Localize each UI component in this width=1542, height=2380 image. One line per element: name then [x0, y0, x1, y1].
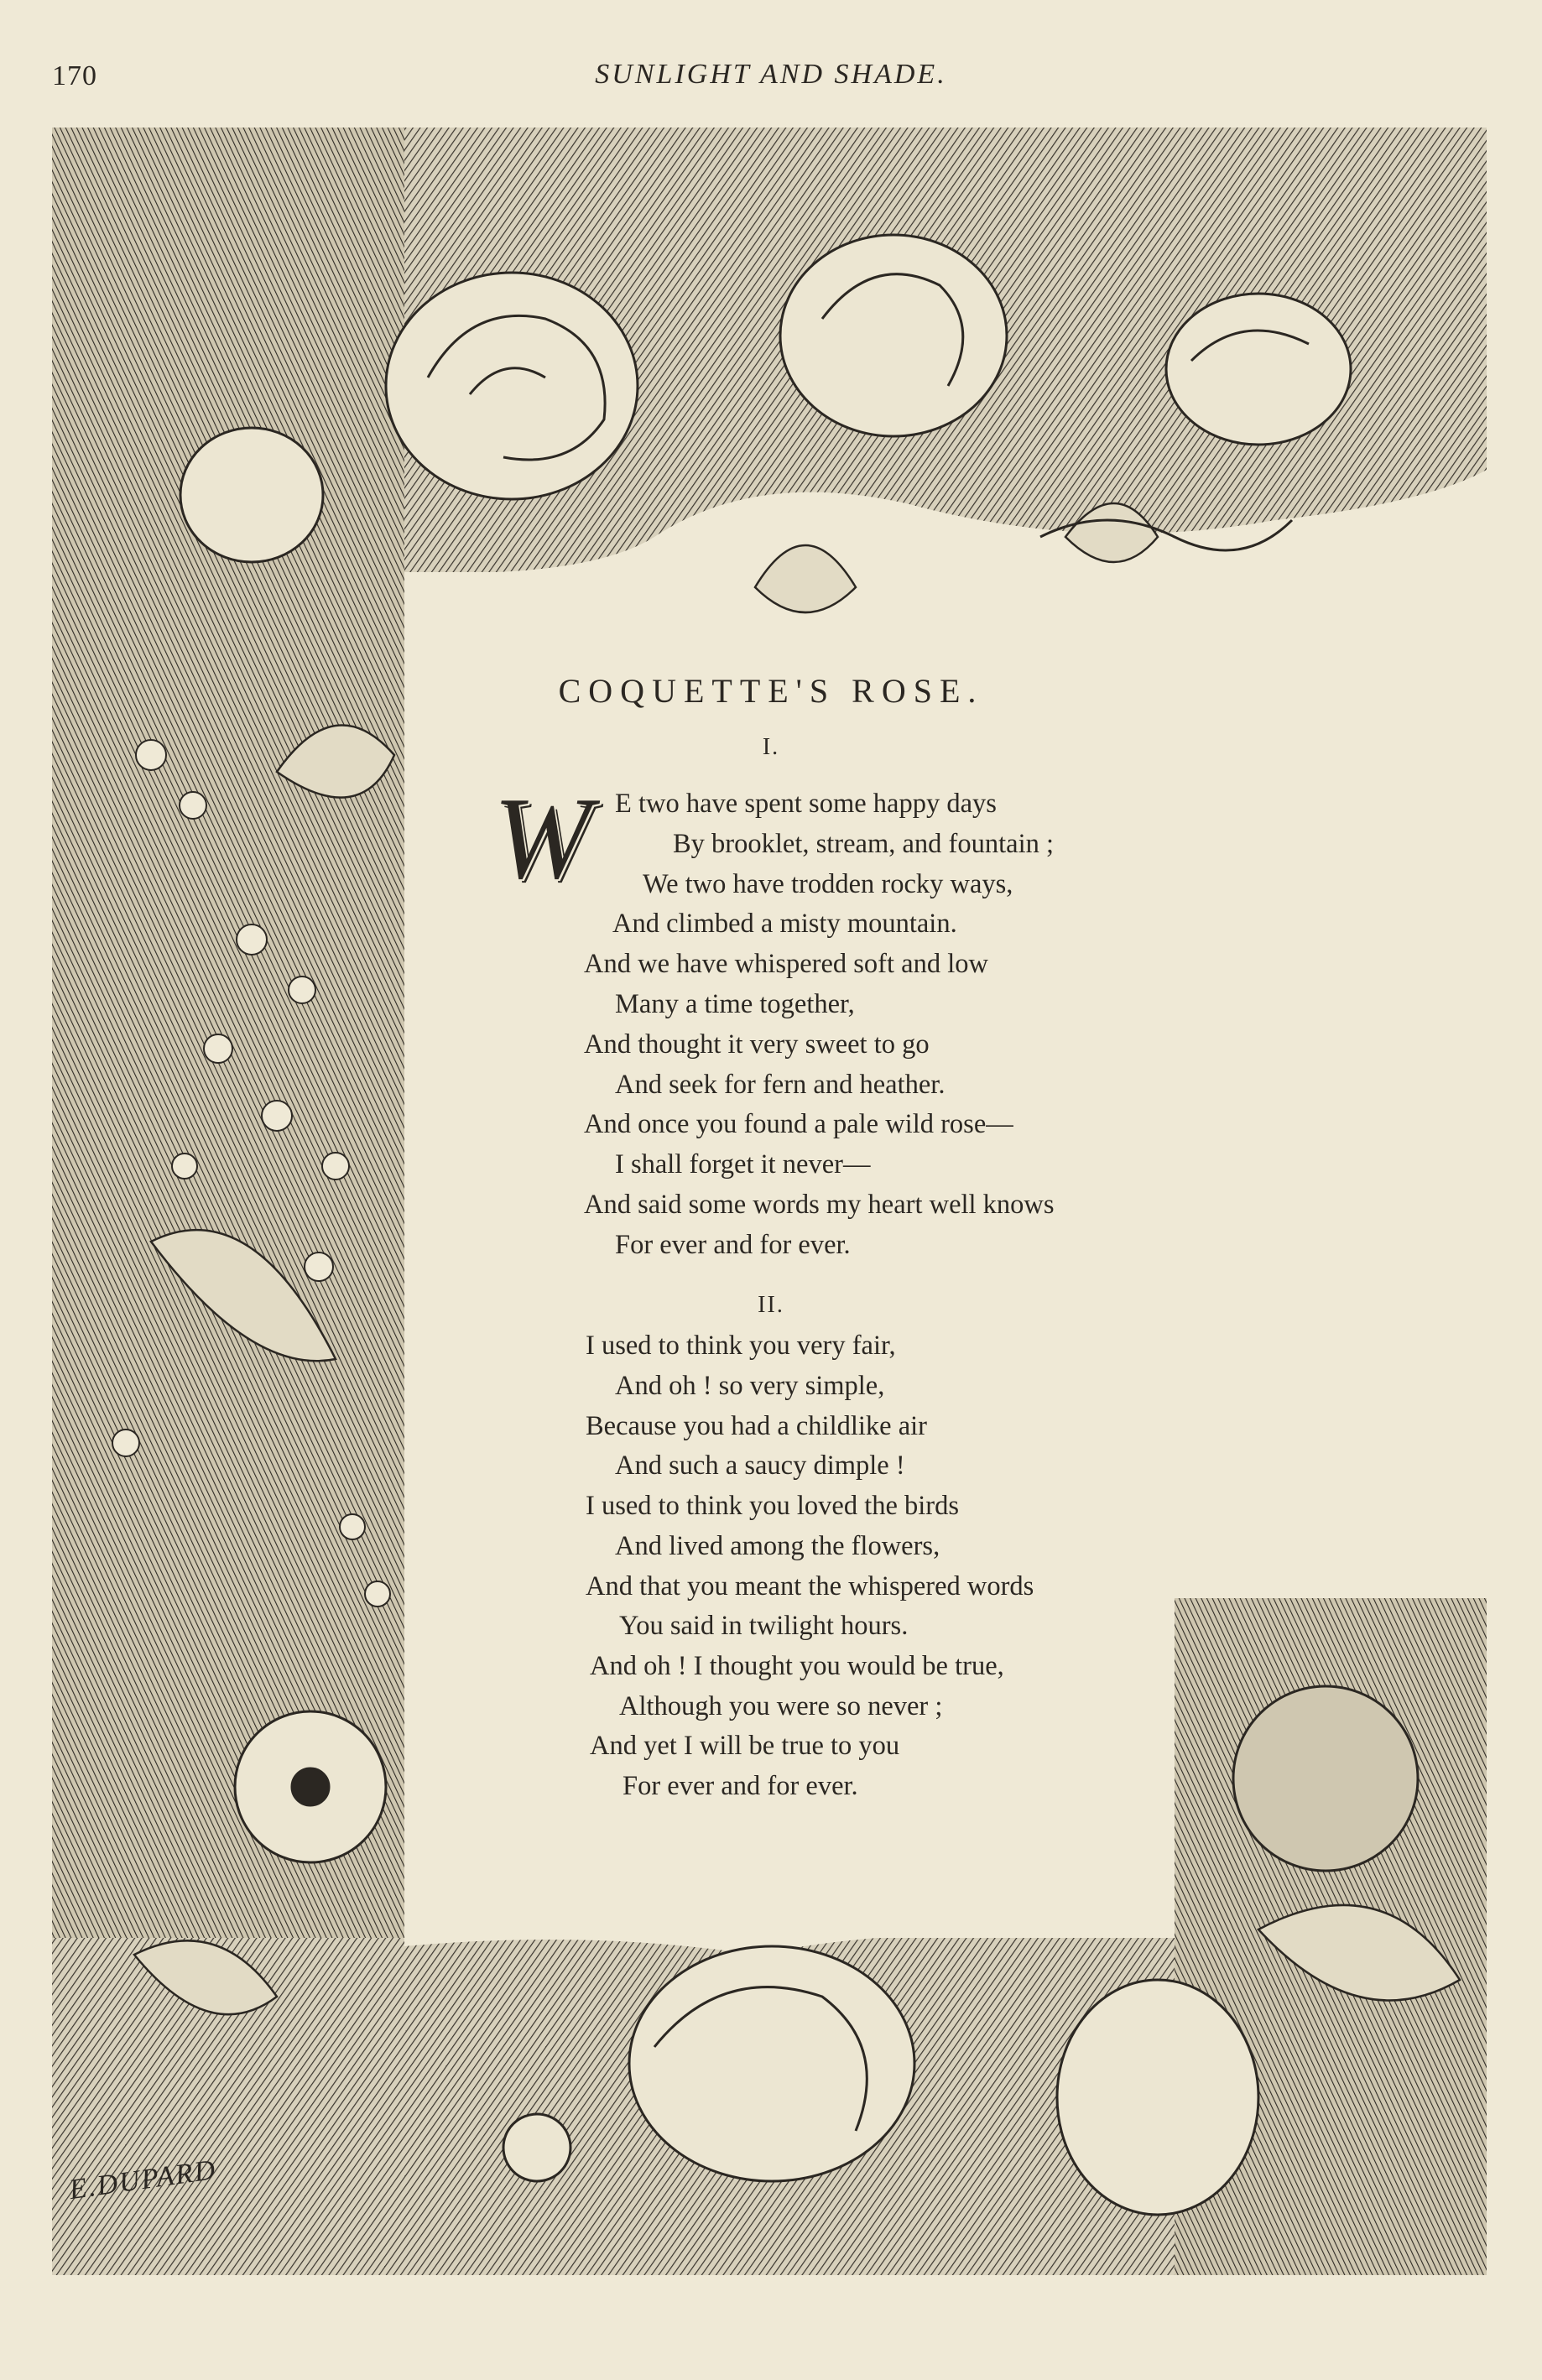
poem-line: And lived among the flowers, — [615, 1531, 940, 1561]
poem-line: E two have spent some happy days — [615, 789, 997, 819]
poem-line: And oh ! I thought you would be true, — [590, 1651, 1004, 1681]
poem-line: And seek for fern and heather. — [615, 1070, 946, 1100]
poem-title: COQUETTE'S ROSE. — [558, 672, 984, 710]
poem-line: And we have whispered soft and low — [584, 949, 988, 979]
poem-line: Because you had a childlike air — [586, 1411, 927, 1441]
poem-line: And once you found a pale wild rose— — [584, 1109, 1013, 1139]
poem-line: You said in twilight hours. — [619, 1611, 909, 1641]
drop-cap: W — [493, 773, 591, 904]
poem-line: For ever and for ever. — [623, 1771, 858, 1801]
poem-line: And yet I will be true to you — [590, 1731, 900, 1761]
poem-line: And said some words my heart well knows — [584, 1190, 1055, 1220]
poem-line: By brooklet, stream, and fountain ; — [673, 829, 1055, 859]
poem-line: I used to think you loved the birds — [586, 1491, 960, 1521]
poem-line: And that you meant the whispered words — [586, 1571, 1034, 1601]
engraver-signature: E.DUPARD — [67, 2153, 219, 2206]
page-number: 170 — [52, 60, 97, 91]
poem-line: For ever and for ever. — [615, 1230, 851, 1260]
poem-line: Although you were so never ; — [619, 1691, 943, 1721]
poem-line: Many a time together, — [615, 989, 855, 1019]
poem-line: And oh ! so very simple, — [615, 1371, 885, 1401]
running-title: SUNLIGHT AND SHADE. — [595, 59, 947, 90]
poem-line: And thought it very sweet to go — [584, 1029, 930, 1060]
stanza-numeral-2: II. — [758, 1292, 784, 1318]
poem-line: And climbed a misty mountain. — [612, 909, 957, 939]
poem-line: I shall forget it never— — [615, 1149, 871, 1180]
stanza-numeral-1: I. — [762, 734, 780, 760]
poem-line: We two have trodden rocky ways, — [643, 869, 1013, 899]
poem-line: I used to think you very fair, — [586, 1331, 896, 1361]
poem-line: And such a saucy dimple ! — [615, 1450, 905, 1481]
